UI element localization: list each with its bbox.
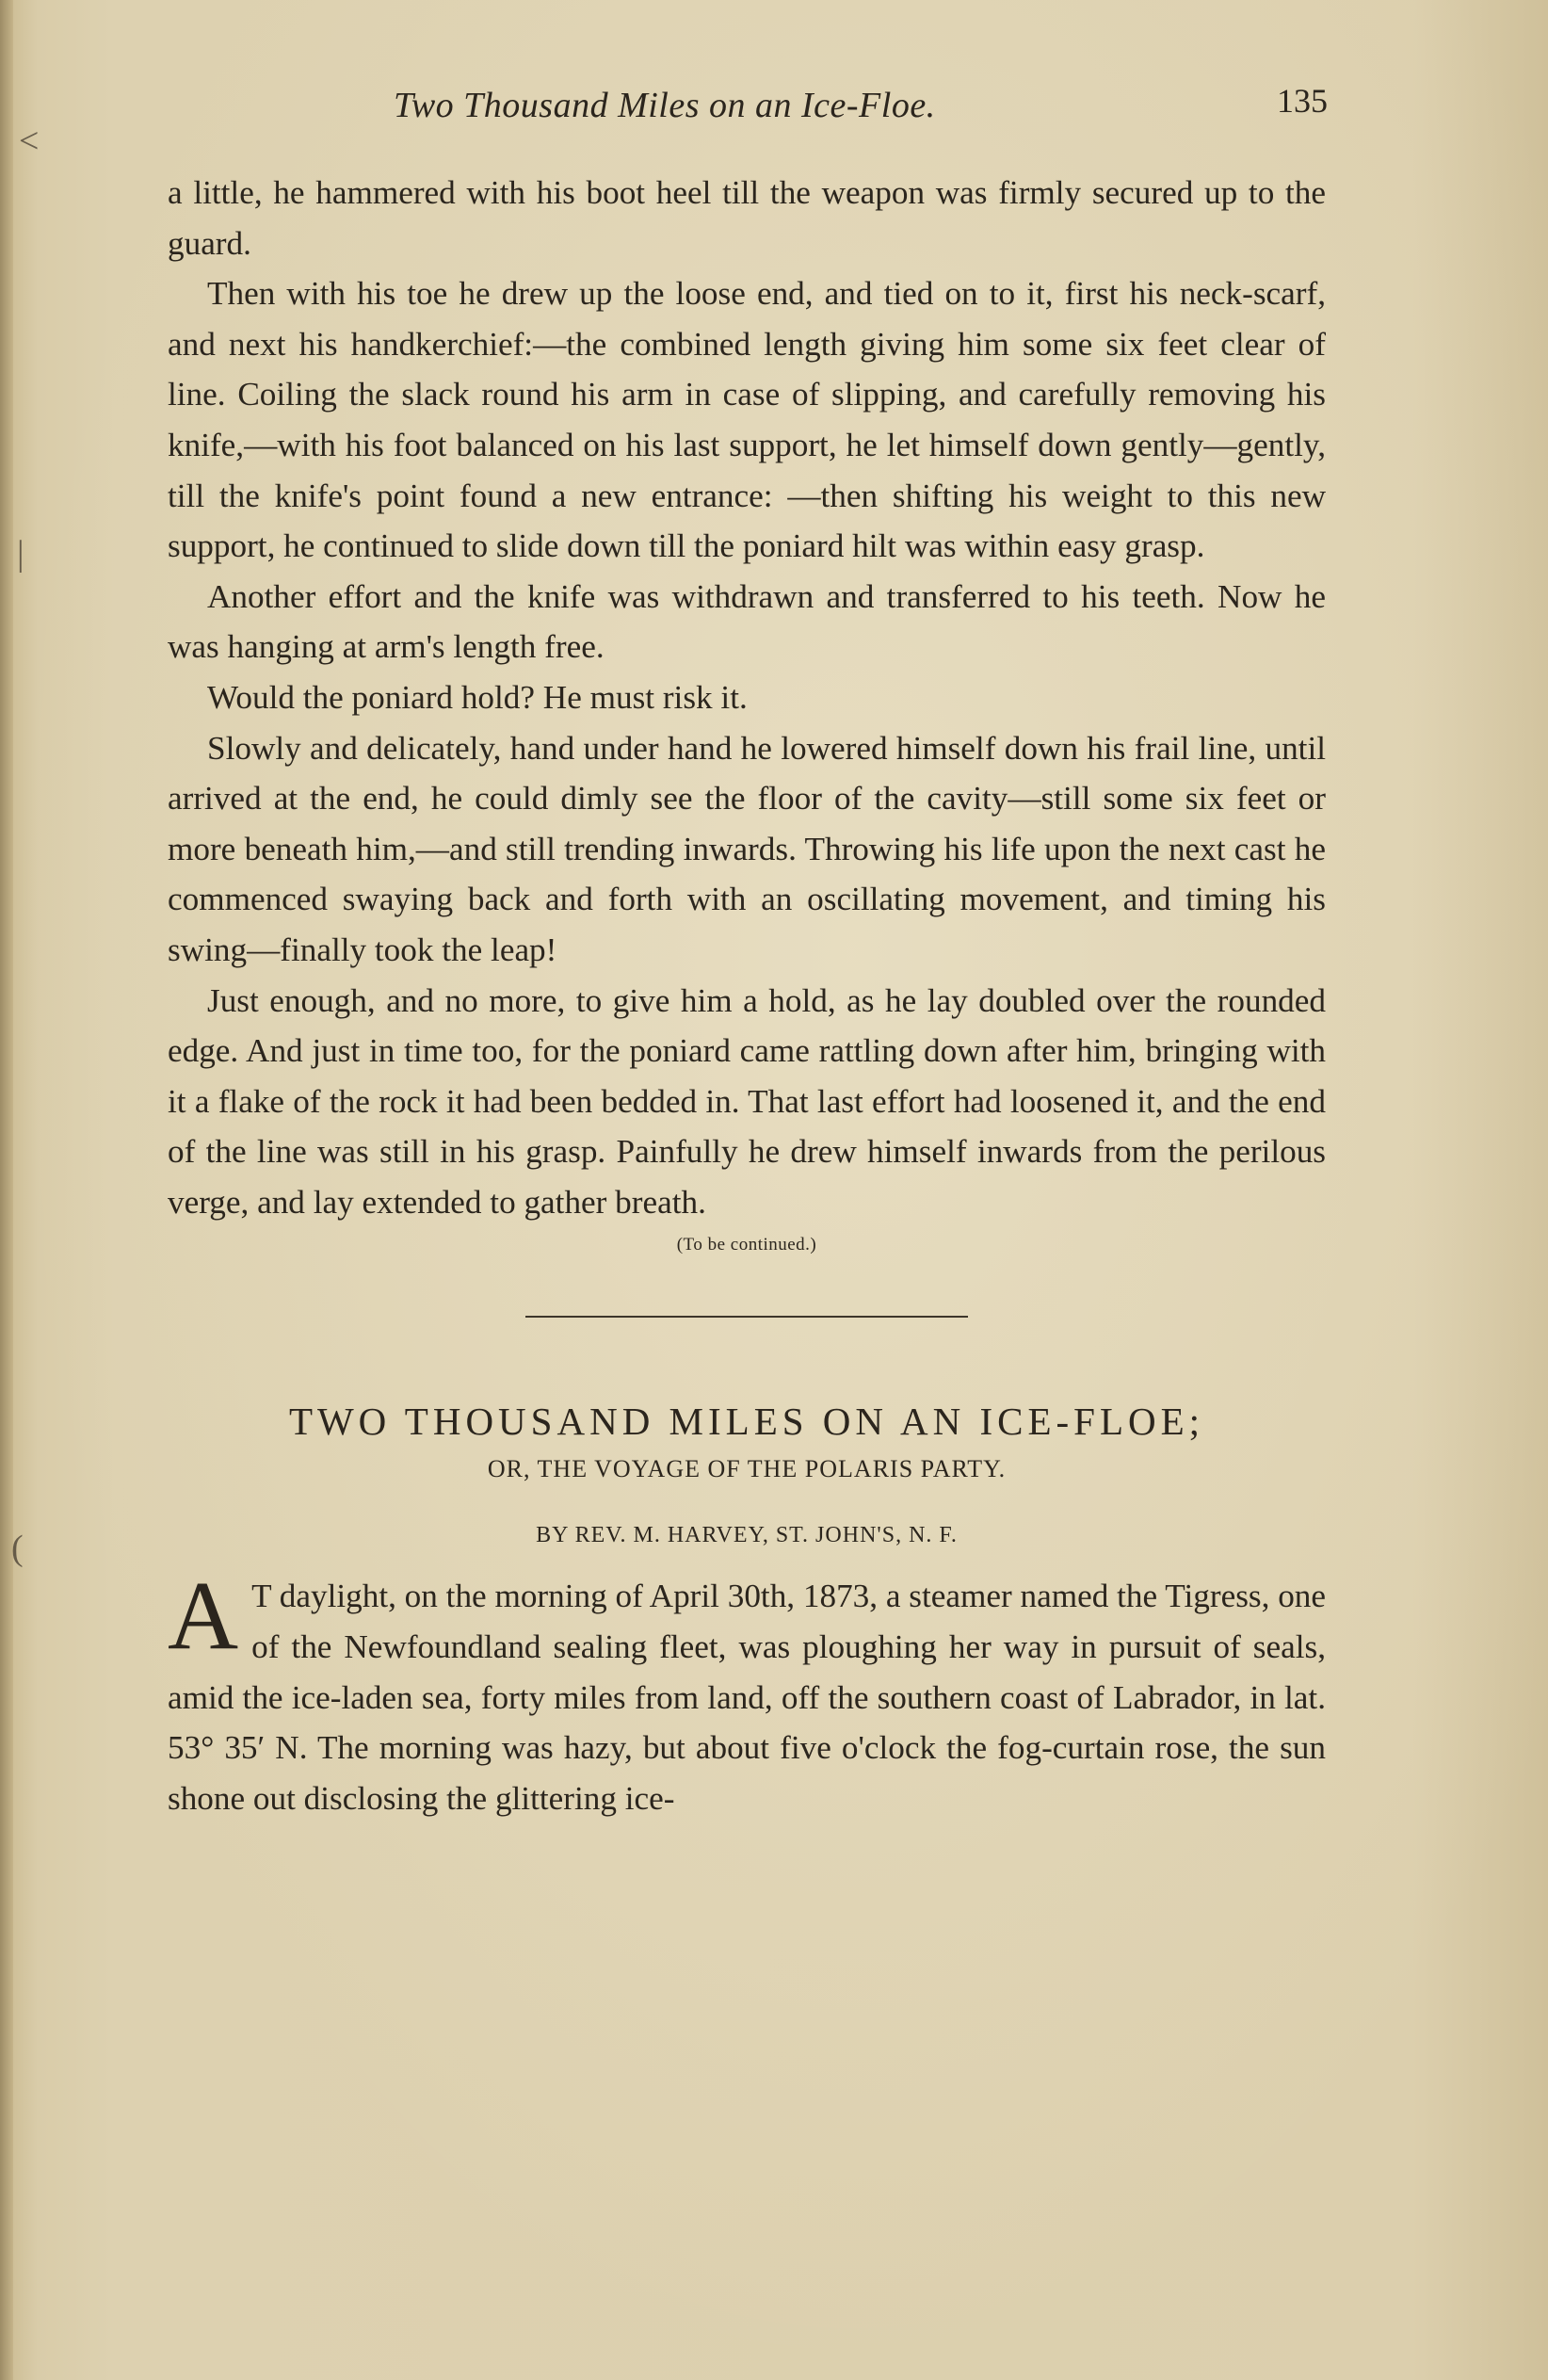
to-be-continued-note: (To be continued.) [676,1235,817,1255]
story-paragraph: Another effort and the knife was withdrawn and transferred to his teeth. Now he was hanging at arm's length free. [168,577,1326,666]
running-title: Two Thousand Miles on an Ice-Floe. [394,86,936,125]
page-number: 135 [1277,82,1328,120]
page-header [160,75,1328,141]
story-paragraph: Just enough, and no more, to give him a hold, as he lay doubled over the rounded edge. And just in time too, for the poniard came rattling down after him, bringing with it a flake of the rock it had been bedded in. That last effort had loosened it, and the end of the line was still in his grasp. Painfully he drew himself inwards from the perilous verge, and lay extended to gather breath. [168,981,1326,1221]
story-paragraph: Would the poniard hold? He must risk it. [207,678,748,716]
article-title: TWO THOUSAND MILES ON AN ICE-FLOE; [288,1400,1205,1444]
story-paragraph: Then with his toe he drew up the loose end, and tied on to it, first his neck-scarf, and next his handkerchief:—the combined length giving him some six feet clear of line. Coiling the slack round his arm in case of slipping, and carefully removing his knife,—with his foot balanced on his last support, he let himself down gently—gently, till the knife's point found a new entrance: —then shifting his weight to this new support, he continued to slide down till the poniard hilt was within easy grasp. [168,275,1326,565]
drop-cap: A [168,1562,239,1671]
article-subtitle: OR, THE VOYAGE OF THE POLARIS PARTY. [487,1455,1007,1483]
margin-pencil-mark: ( [11,1529,24,1568]
article-body [168,1562,1326,1823]
margin-pencil-mark: | [17,534,24,574]
article-byline: BY REV. M. HARVEY, ST. JOHN'S, N. F. [536,1523,958,1548]
story-paragraph: Slowly and delicately, hand under hand he lowered himself down his frail line, until arrived at the end, he could dimly see the floor of the cavity—still some six feet or more beneath him,—and still trending inwards. Throwing his life upon the next cast he commenced swaying back and forth with an oscillating movement, and timing his swing—finally took the leap! [168,729,1326,968]
article-opening-paragraph [168,1562,1326,1823]
page-gutter [0,0,13,2380]
story-paragraph: a little, he hammered with his boot heel till the weapon was firmly secured up to the guard. [168,174,1326,262]
text-block [168,168,1326,1823]
article-opening-text: T daylight, on the morning of April 30th, 1873, a steamer named the Tigress, one of the Newfoundland sealing fleet, was ploughing her way in pursuit of seals, amid the ice-laden sea, forty miles from land, off the southern coast of Labrador, in lat. 53° 35′ N. The morning was hazy, but about five o'clock the fog-curtain rose, the sun shone out disclosing the glittering ice- [168,1578,1326,1817]
margin-pencil-mark: ˂ [19,121,40,161]
section-divider [525,1316,968,1318]
